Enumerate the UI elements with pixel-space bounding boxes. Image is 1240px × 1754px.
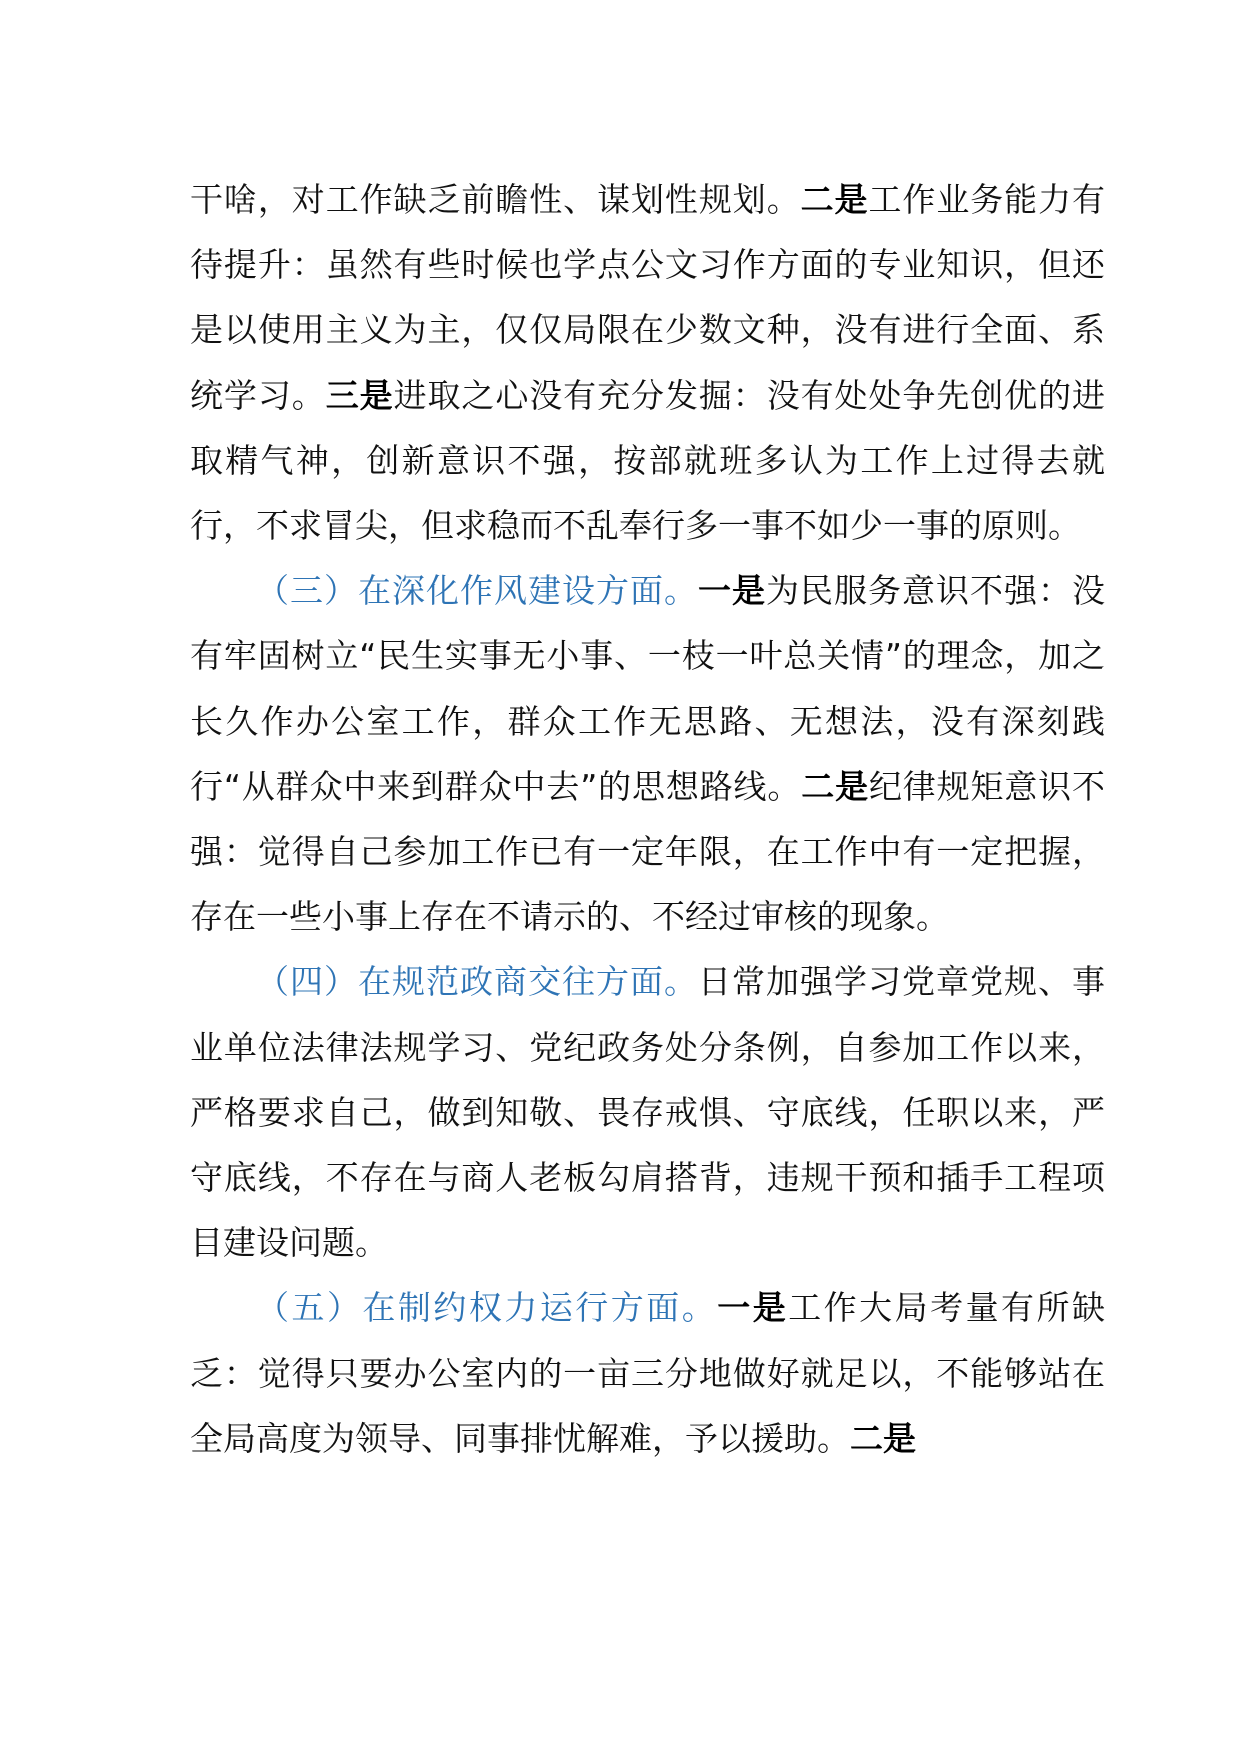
body-text: 工作大局考量有所缺乏：觉得只要办公室内的一亩三分地做好就足以，不能够站在全局高度为领导、同事排忧解难，予以援助。 [190, 1288, 1106, 1458]
emphasis-text: 三是 [325, 375, 394, 415]
document-body [190, 167, 1105, 1471]
body-text: 日常加强学习党章党规、事业单位法律法规学习、党纪政务处分条例，自参加工作以来，严格要求自己，做到知敬、畏存戒惧、守底线，任职以来，严守底线，不存在与商人老板勾肩搭背，违规干预和插手工程项目建设问题。 [190, 962, 1105, 1263]
body-text: 进取之心没有充分发掘：没有处处争先创优的进取精气神，创新意识不强，按部就班多认为工作上过得去就行，不求冒尖，但求稳而不乱奉行多一事不如少一事的原则。 [190, 375, 1106, 546]
body-text: 为民服务意识不强：没有牢固树立“民生实事无小事、一枝一叶总关情”的理念，加之长久作办公室工作，群众工作无思路、无想法，没有深刻践行“从群众中来到群众中去”的思想路线。 [190, 571, 1105, 806]
emphasis-text: 二是 [801, 766, 869, 806]
section-heading: （五）在制约权力运行方面。 [256, 1288, 718, 1328]
body-text: 工作业务能力有待提升：虽然有些时候也学点公文习作方面的专业知识，但还是以使用主义为主，仅仅局限在少数文种，没有进行全面、系统学习。 [190, 180, 1106, 415]
emphasis-text: 一是 [717, 1288, 789, 1328]
paragraph-section-5 [190, 1275, 1105, 1471]
emphasis-text: 二是 [850, 1418, 916, 1458]
paragraph-continued [190, 167, 1105, 558]
paragraph-section-4 [190, 949, 1105, 1275]
emphasis-text: 二是 [800, 180, 869, 219]
paragraph-section-3 [190, 558, 1105, 949]
body-text: 干啥，对工作缺乏前瞻性、谋划性规划。 [190, 180, 801, 219]
section-heading: （三）在深化作风建设方面。 [256, 571, 698, 611]
body-text: 纪律规矩意识不强：觉得自己参加工作已有一定年限，在工作中有一定把握，存在一些小事上存在不请示的、不经过审核的现象。 [190, 766, 1106, 937]
section-heading: （四）在规范政商交往方面。 [256, 962, 698, 1002]
emphasis-text: 一是 [698, 571, 766, 611]
